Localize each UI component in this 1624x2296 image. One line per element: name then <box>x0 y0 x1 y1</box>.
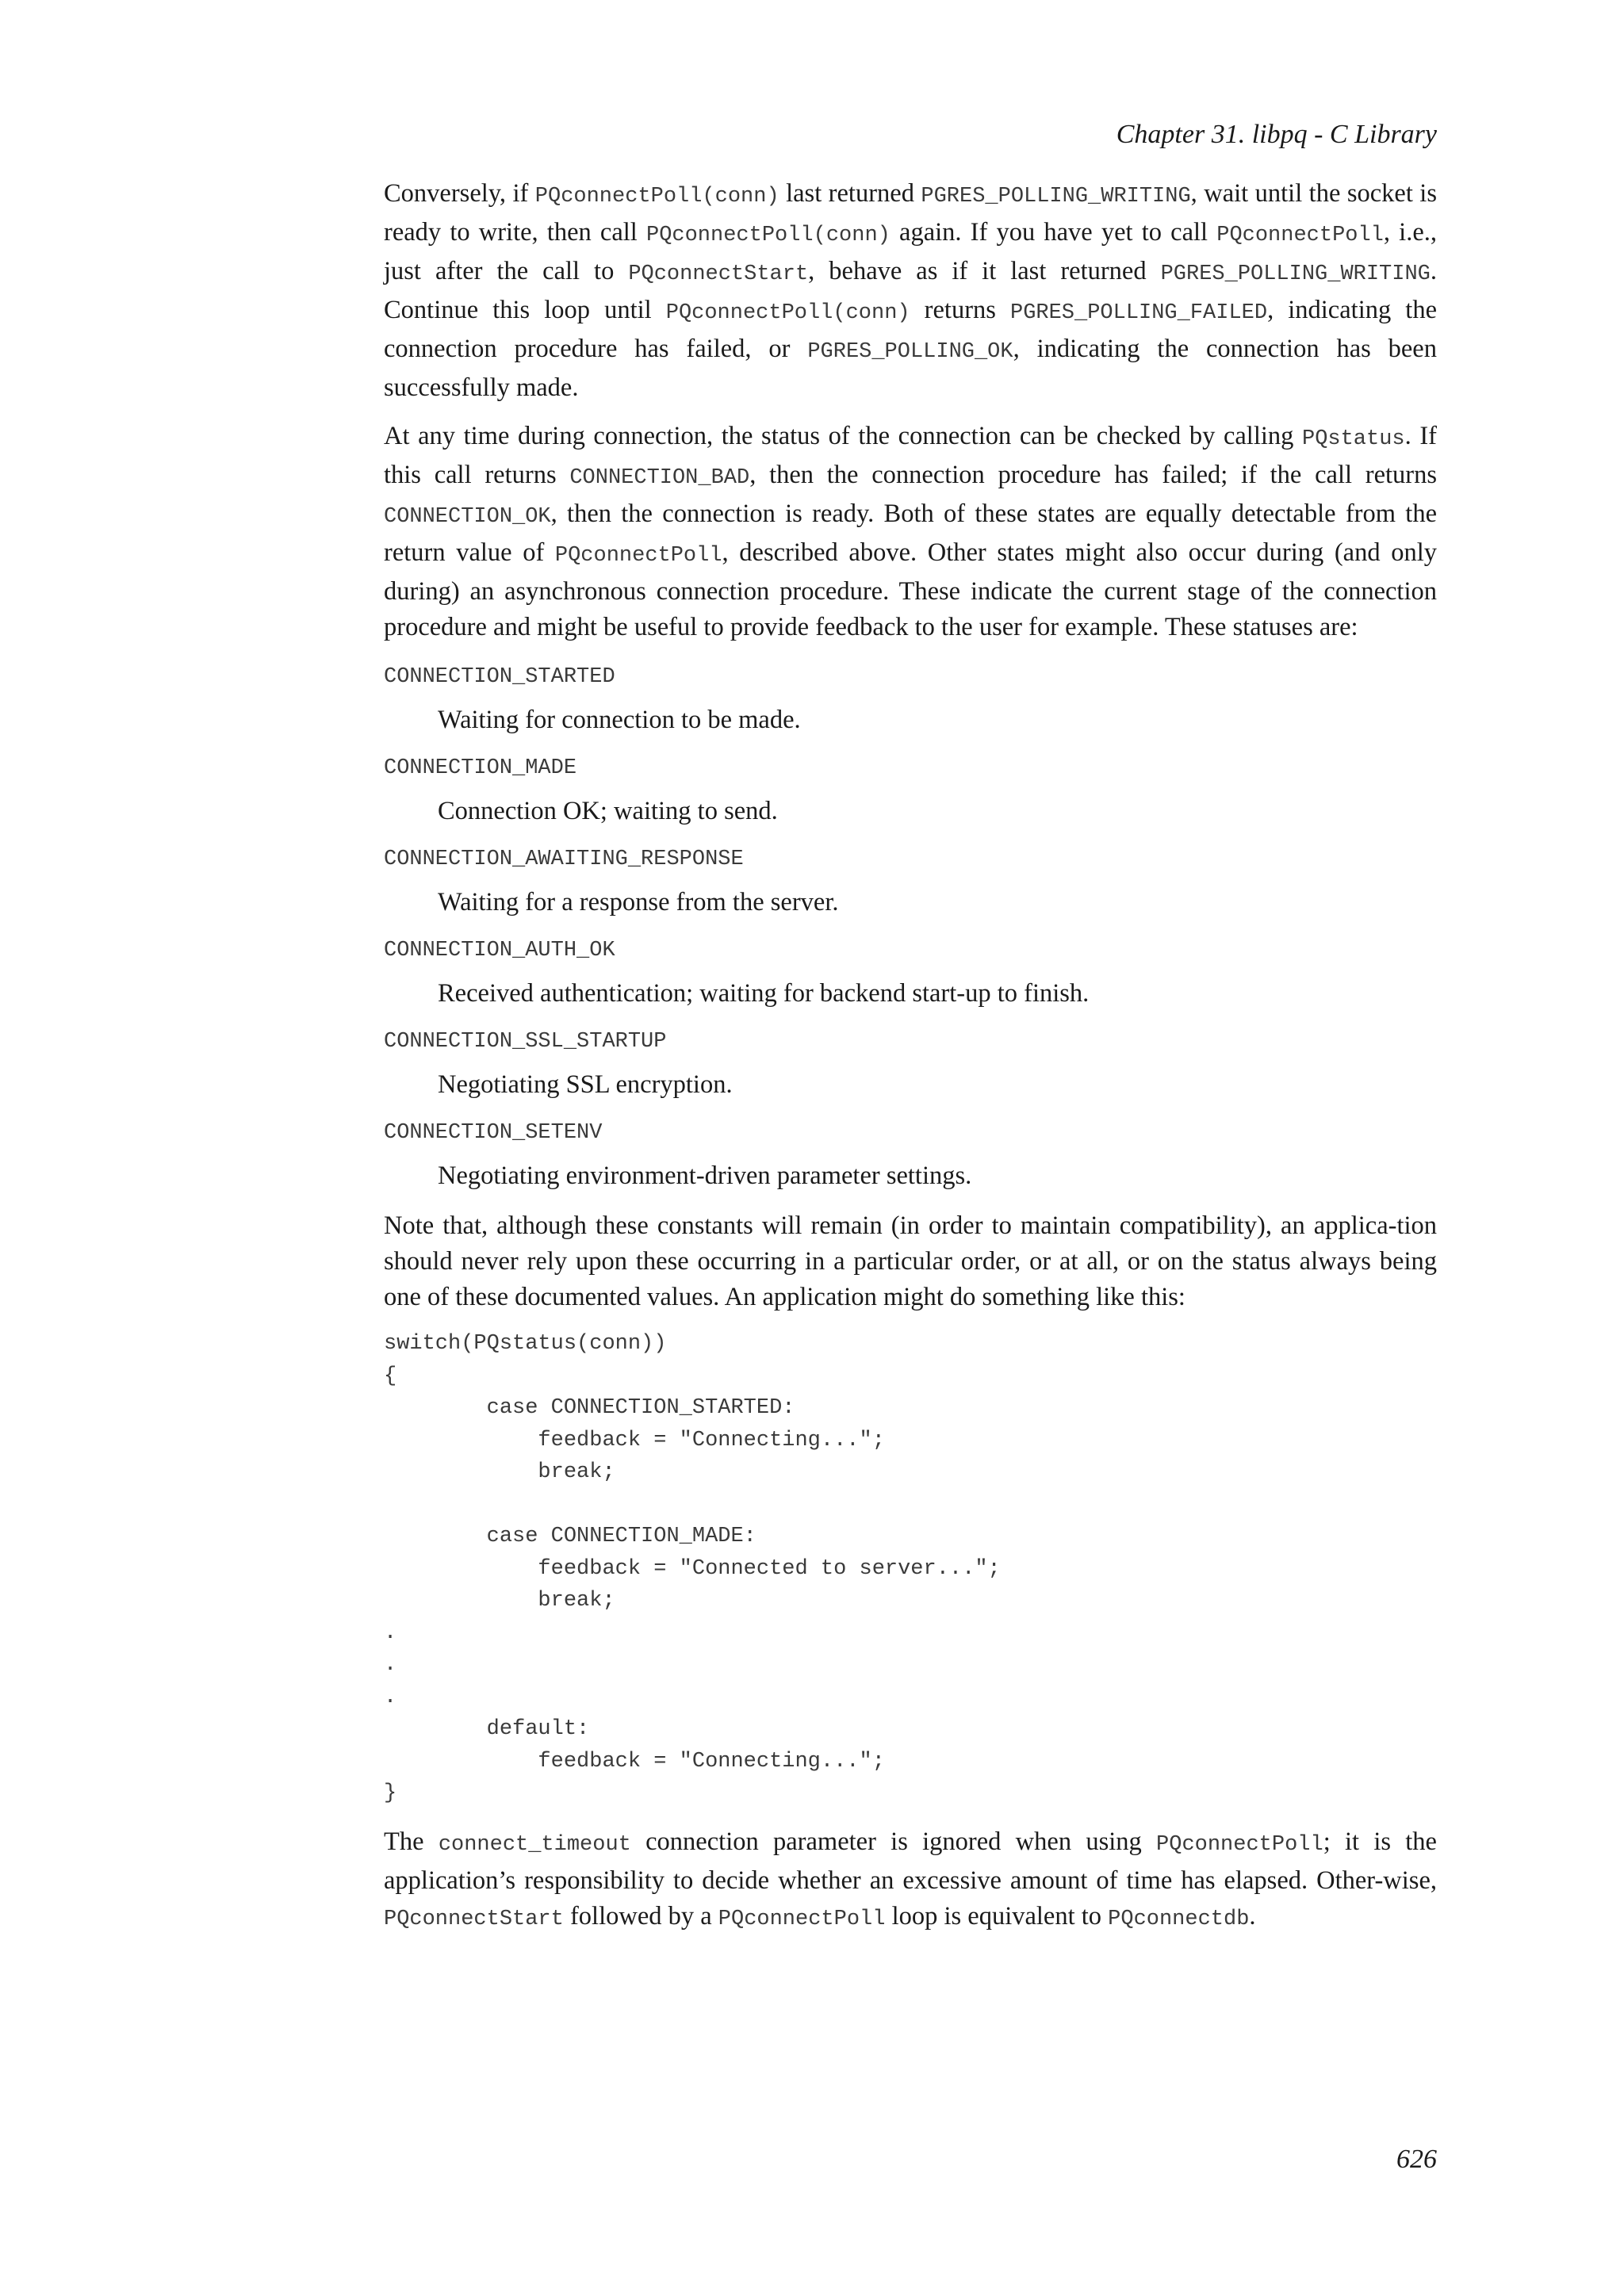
status-term: CONNECTION_STARTED <box>384 665 615 689</box>
running-header: Chapter 31. libpq - C Library <box>1116 120 1437 149</box>
inline-code: PQconnectPoll <box>1156 1832 1323 1857</box>
inline-code: CONNECTION_BAD <box>569 466 750 490</box>
page-number: 626 <box>1396 2145 1437 2174</box>
inline-code: PQconnectPoll(conn) <box>534 185 779 209</box>
inline-code: PQconnectPoll <box>1216 224 1384 247</box>
inline-code: PQconnectPoll(conn) <box>646 224 891 247</box>
inline-code: PGRES_POLLING_FAILED <box>1010 301 1268 325</box>
status-term: CONNECTION_SETENV <box>384 1121 603 1145</box>
inline-code: PQconnectStart <box>384 1907 564 1931</box>
paragraph-status-check: At any time during connection, the status of the connection can be checked by calling PQstatus. If this call returns CONNECTION_BAD, then the connection procedure has failed; if the call returns CONNECTION_OK, then the connection is ready. Both of these states are equally detectable from the return value of PQconnectPoll, described above. Other states might also occur during (and only during) an asynchronous connection procedure. These indicate the current stage of the connection procedure and might be useful to provide feedback to the user for example. These statuses are: <box>384 422 1437 641</box>
paragraph-connect-timeout: The connect_timeout connection parameter is ignored when using PQconnectPoll; it is the application’s responsibility to decide whether an excessive amount of time has elapsed. Other-wise, PQconnectStart followed by a PQconnectPoll loop is equivalent to PQconnectdb. <box>384 1827 1437 1931</box>
inline-code: PQconnectdb <box>1108 1907 1250 1931</box>
inline-code: CONNECTION_OK <box>384 505 551 529</box>
status-description: Waiting for connection to be made. <box>438 706 801 734</box>
status-term: CONNECTION_AWAITING_RESPONSE <box>384 848 744 871</box>
status-term: CONNECTION_MADE <box>384 756 577 780</box>
document-page <box>384 119 1437 1950</box>
status-description: Received authentication; waiting for backend start-up to finish. <box>438 979 1090 1008</box>
status-description: Connection OK; waiting to send. <box>438 797 778 825</box>
inline-code: PQconnectPoll(conn) <box>665 301 910 325</box>
inline-code: PQconnectPoll <box>718 1907 886 1931</box>
inline-code: connect_timeout <box>438 1832 631 1857</box>
inline-code: PGRES_POLLING_WRITING <box>921 185 1191 209</box>
status-description: Negotiating environment-driven parameter settings. <box>438 1161 972 1190</box>
status-description: Waiting for a response from the server. <box>438 888 839 916</box>
inline-code: PQconnectStart <box>628 262 809 286</box>
status-term: CONNECTION_AUTH_OK <box>384 939 615 962</box>
status-definition-list <box>384 661 1437 1194</box>
status-description: Negotiating SSL encryption. <box>438 1070 733 1099</box>
inline-code: PQconnectPoll <box>554 544 722 568</box>
inline-code: PGRES_POLLING_WRITING <box>1160 262 1431 286</box>
status-term: CONNECTION_SSL_STARTUP <box>384 1030 667 1054</box>
paragraph-compatibility-note: Note that, although these constants will remain (in order to maintain compatibility), an applica-tion should never rely upon these occurring in a particular order, or at all, or on the status always being one of these documented values. An application might do something like this: <box>384 1211 1437 1311</box>
inline-code: PQstatus <box>1302 427 1405 451</box>
inline-code: PGRES_POLLING_OK <box>807 340 1013 364</box>
paragraph-polling-writing: Conversely, if PQconnectPoll(conn) last returned PGRES_POLLING_WRITING, wait until the socket is ready to write, then call PQconnectPoll(conn) again. If you have yet to call PQconnectPoll, i.e., just after the call to PQconnectStart, behave as if it last returned PGRES_POLLING_WRITING. Continue this loop until PQconnectPoll(conn) returns PGRES_POLLING_FAILED, indicating the connection procedure has failed, or PGRES_POLLING_OK, indicating the connection has been successfully made. <box>384 179 1437 402</box>
code-example: switch(PQstatus(conn)) { case CONNECTION_STARTED: feedback = "Connecting..."; break; case CONNECTION_MADE: feedback = "Connected to server..."; break; . . . default: feedback = "Connecting..."; } <box>384 1332 1001 1805</box>
